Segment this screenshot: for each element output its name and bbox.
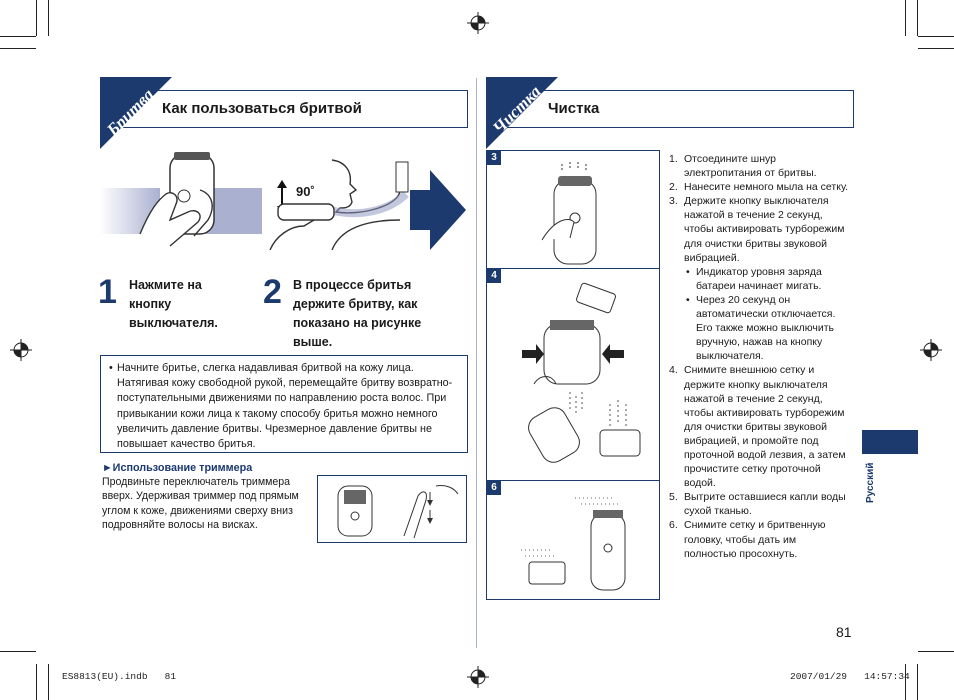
figure-label-3: 3	[487, 151, 501, 165]
cleaning-instructions	[669, 152, 849, 561]
figure-divider	[486, 268, 660, 269]
registration-mark-icon	[467, 12, 489, 34]
crop-mark	[905, 0, 906, 36]
instruction-item: 5. Вытрите оставшиеся капли воды сухой тканью.	[669, 491, 846, 518]
crop-mark	[918, 36, 954, 37]
instruction-item: 6. Снимите сетку и бритвенную головку, чтобы дать им полностью просохнуть.	[669, 519, 826, 560]
instruction-sub-item: • Через 20 секунд он автоматически отключается. Его также можно выключить вручную, нажав на кнопку выключателя.	[686, 293, 836, 363]
footer-date: 2007/01/29 14:57:34	[790, 671, 910, 682]
instruction-item: 3. Держите кнопку выключателя нажатой в течение 2 секунд, чтобы активировать турборежим для очистки бритвы звуковой вибрацией.	[669, 195, 845, 264]
crop-mark	[917, 664, 918, 700]
crop-mark	[0, 651, 36, 652]
crop-mark	[36, 0, 37, 36]
left-section-title: Как пользоваться бритвой	[162, 100, 362, 117]
crop-mark	[48, 0, 49, 36]
step-1-number: 1	[98, 273, 117, 311]
registration-mark-icon	[920, 339, 942, 361]
column-divider	[476, 78, 477, 648]
crop-mark	[0, 48, 36, 49]
trimmer-heading: ►Использование триммера	[102, 462, 253, 474]
crop-mark	[48, 664, 49, 700]
instruction-sub-item: • Индикатор уровня заряда батареи начинает мигать.	[686, 265, 822, 292]
crop-mark	[36, 664, 37, 700]
registration-mark-icon	[467, 666, 489, 688]
figure-label-6: 6	[487, 481, 501, 495]
shaving-note-box	[100, 355, 468, 453]
figure-label-4: 4	[487, 269, 501, 283]
crop-mark	[0, 36, 36, 37]
cleaning-step-3-illustration	[540, 160, 610, 266]
right-tab-label: Чистка	[489, 81, 545, 138]
page-number: 81	[836, 624, 852, 640]
instruction-item: 1. Отсоедините шнур электропитания от бритвы.	[669, 153, 817, 180]
language-side-tab	[862, 430, 918, 454]
left-tab-label: Бритва	[103, 85, 158, 140]
note-text: Начните бритье, слегка надавливая бритвой на кожу лица. Натягивая кожу свободной рукой, перемещайте бритву возвратно-поступательными движениями по направлению роста волос. При привыкании кожи лица к такому способу бритья можно немного увеличить давление бритвы. Чрезмерное давление бритвы не повышает качество бритья.	[117, 362, 453, 451]
crop-mark	[918, 48, 954, 49]
footer-file: ES8813(EU).indb 81	[62, 671, 177, 682]
step-1-text: Нажмите на кнопку выключателя.	[129, 278, 218, 330]
step-2-number: 2	[263, 273, 282, 311]
angle-label: 90˚	[296, 184, 315, 199]
crop-mark	[905, 664, 906, 700]
instruction-item: 2. Нанесите немного мыла на сетку.	[669, 181, 849, 194]
figure-divider	[486, 480, 660, 481]
registration-mark-icon	[10, 339, 32, 361]
language-label: Русский	[865, 462, 876, 503]
instruction-item: 4. Снимите внешнюю сетку и держите кнопку выключателя нажатой в течение 2 секунд, чтобы активировать турборежим для очистки бритвы звуковой вибрацией, и промойте под проточной водой лезвия, а затем прочистите сетку проточной водой.	[669, 364, 846, 490]
note-bullet: •	[109, 362, 113, 374]
trimmer-text: Продвиньте переключатель триммера вверх. Удерживая триммер под прямым углом к коже, движениями сверху вниз подровняйте волосы на висках.	[102, 476, 299, 532]
cleaning-step-4-illustration	[500, 280, 650, 476]
shaving-illustration	[100, 150, 468, 250]
crop-mark	[917, 0, 918, 36]
right-section-title: Чистка	[548, 100, 600, 117]
step-2-text: В процессе бритья держите бритву, как показано на рисунке выше.	[293, 278, 422, 349]
crop-mark	[918, 651, 954, 652]
trimmer-illustration	[318, 476, 466, 542]
cleaning-step-6-illustration	[515, 490, 645, 596]
